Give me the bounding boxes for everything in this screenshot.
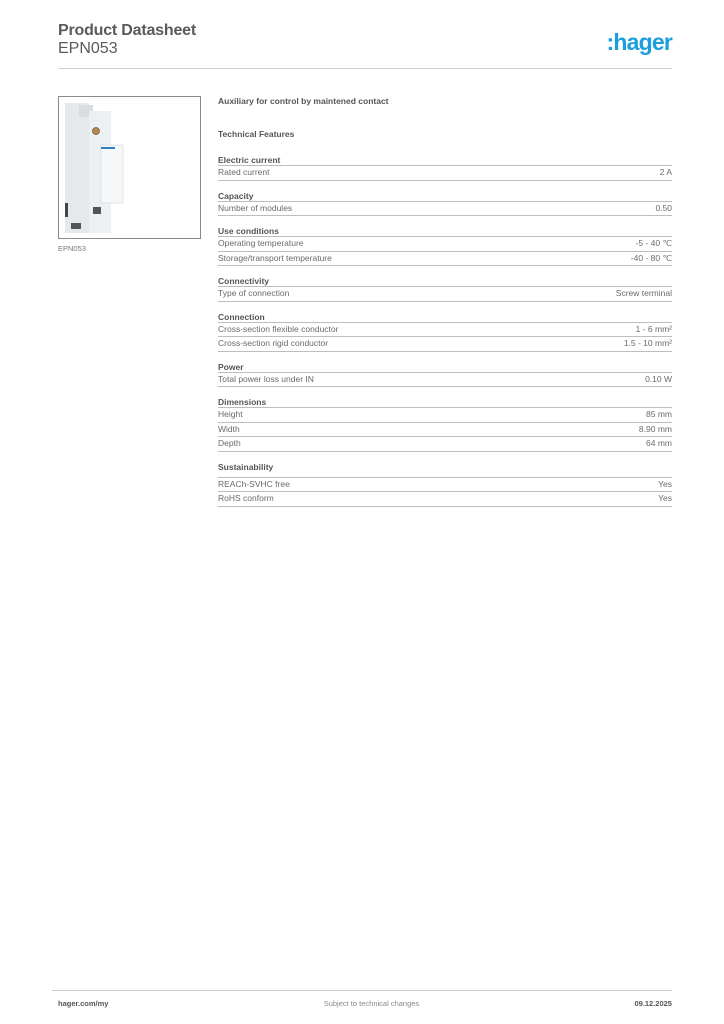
spec-row xyxy=(218,237,672,252)
technical-content xyxy=(218,96,672,516)
spec-label: Width xyxy=(218,423,240,434)
product-photo-icon xyxy=(59,97,201,239)
product-description: Auxiliary for control by maintened contact xyxy=(218,96,389,106)
spec-value: Yes xyxy=(658,493,672,503)
section-sustainability xyxy=(218,461,672,507)
section-power xyxy=(218,361,672,388)
spec-value: 64 mm xyxy=(646,438,672,448)
section-title: Sustainability xyxy=(218,461,672,478)
spec-value: 0.50 xyxy=(655,202,672,213)
section-connection xyxy=(218,311,672,352)
section-dimensions xyxy=(218,396,672,452)
spec-label: Type of connection xyxy=(218,288,290,298)
section-electric-current xyxy=(218,154,672,181)
spec-row xyxy=(218,423,672,438)
spec-label: Operating temperature xyxy=(218,238,304,248)
spec-value: -5 - 40 ℃ xyxy=(635,238,672,248)
spec-value: 1.5 - 10 mm² xyxy=(623,338,672,348)
technical-features-heading: Technical Features xyxy=(218,129,295,139)
spec-value: Screw terminal xyxy=(615,288,672,298)
section-title: Use conditions xyxy=(218,225,672,237)
document-footer xyxy=(58,999,672,1008)
section-title: Capacity xyxy=(218,190,672,202)
footer-divider xyxy=(52,990,672,991)
spec-label: Storage/transport temperature xyxy=(218,252,332,263)
spec-row xyxy=(218,408,672,423)
spec-value: Yes xyxy=(658,478,672,489)
product-code: EPN053 xyxy=(58,40,118,57)
hager-logo: :hager xyxy=(606,29,672,55)
spec-row xyxy=(218,202,672,217)
spec-row xyxy=(218,337,672,352)
footer-notice: Subject to technical changes xyxy=(323,999,420,1008)
section-connectivity xyxy=(218,275,672,302)
section-title: Power xyxy=(218,361,672,373)
product-image xyxy=(58,96,201,239)
section-use-conditions xyxy=(218,225,672,266)
spec-value: 85 mm xyxy=(646,409,672,419)
section-title: Connectivity xyxy=(218,275,672,287)
spec-value: 8.90 mm xyxy=(638,423,672,434)
spec-label: Depth xyxy=(218,438,241,448)
document-header xyxy=(58,22,196,58)
spec-value: 0.10 W xyxy=(645,373,672,384)
spec-label: Rated current xyxy=(218,167,270,177)
image-caption: EPN053 xyxy=(58,244,86,253)
spec-value: 1 - 6 mm² xyxy=(635,323,672,334)
section-title: Connection xyxy=(218,311,672,323)
spec-row xyxy=(218,478,672,493)
spec-label: Number of modules xyxy=(218,202,293,213)
spec-label: Total power loss under IN xyxy=(218,373,314,384)
spec-row xyxy=(218,373,672,388)
footer-website: hager.com/my xyxy=(58,999,109,1008)
header-divider xyxy=(58,68,672,69)
section-title: Dimensions xyxy=(218,396,672,408)
spec-value: 2 A xyxy=(659,167,672,177)
spec-row xyxy=(218,166,672,181)
spec-row xyxy=(218,323,672,338)
spec-label: Height xyxy=(218,409,243,419)
spec-label: Cross-section flexible conductor xyxy=(218,323,339,334)
spec-row xyxy=(218,252,672,267)
spec-label: Cross-section rigid conductor xyxy=(218,338,329,348)
spec-row xyxy=(218,492,672,507)
spec-label: RoHS conform xyxy=(218,493,274,503)
section-title: Electric current xyxy=(218,154,672,166)
page-title: Product Datasheet xyxy=(58,22,196,39)
section-capacity xyxy=(218,190,672,217)
spec-value: -40 - 80 ℃ xyxy=(630,252,672,263)
spec-label: REACh-SVHC free xyxy=(218,478,290,489)
spec-row xyxy=(218,437,672,452)
footer-date: 09.12.2025 xyxy=(634,999,672,1008)
spec-row xyxy=(218,287,672,302)
